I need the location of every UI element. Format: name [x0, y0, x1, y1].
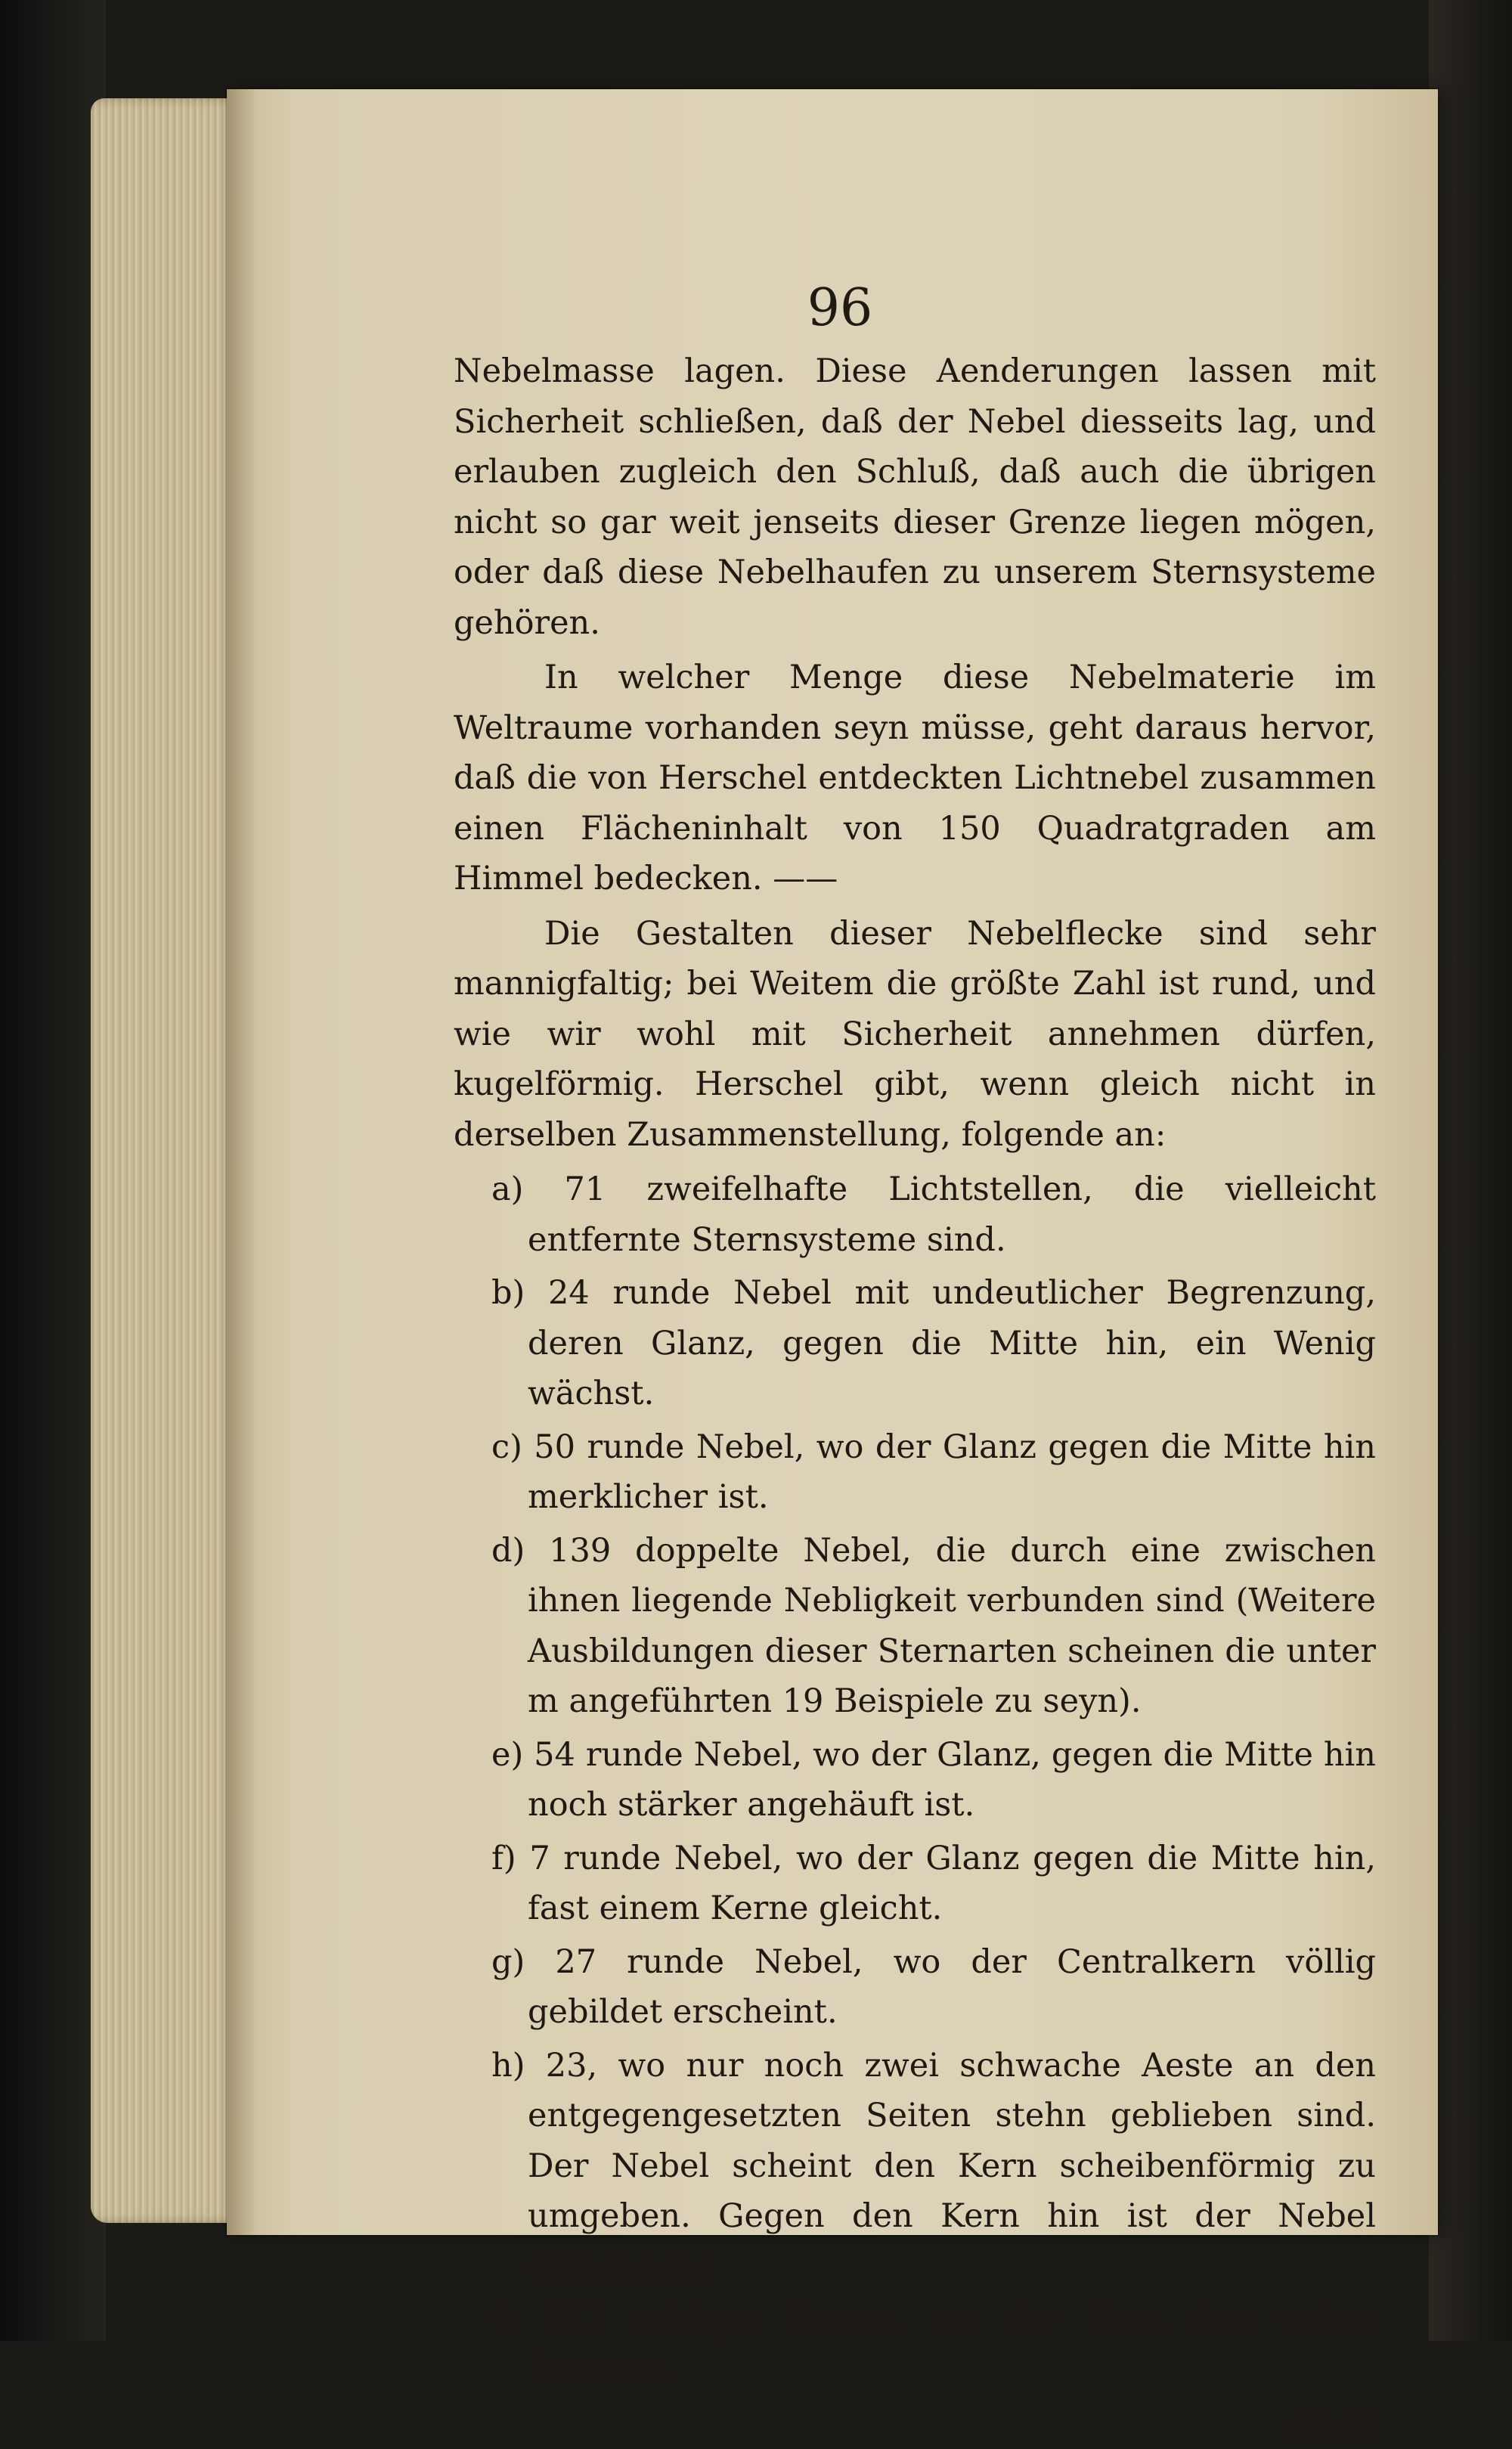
- list-item-i: i) 322 nebligte Sterne, wo der Kern den vollen Sternen-: [491, 2301, 1376, 2389]
- paragraph-continuation: Nebelmasse lagen. Diese Aenderungen lassen mit Sicherheit schließen, daß der Nebel diesseits lag, und erlauben zugleich den Schluß, daß auch die übrigen nicht so gar weit jenseits dieser Grenze liegen mögen, oder daß diese Nebelhaufen zu unserem Sternsysteme gehören.: [454, 352, 1376, 642]
- book-page-edges: [91, 98, 238, 2223]
- list-item-b: b) 24 runde Nebel mit undeutlicher Begrenzung, deren Glanz, gegen die Mitte hin, ein Wenig wächst.: [491, 1274, 1376, 1412]
- page-number: 96: [807, 278, 873, 338]
- list-item-d: d) 139 doppelte Nebel, die durch eine zwischen ihnen liegende Nebligkeit verbunden sind (Weitere Ausbildungen dieser Sternarten scheinen die unter m angeführten 19 Beispiele zu seyn).: [491, 1531, 1376, 1720]
- list-item-a: a) 71 zweifelhafte Lichtstellen, die vielleicht entfernte Sternsysteme sind.: [491, 1170, 1376, 1259]
- paragraph-nebula-shapes: Die Gestalten dieser Nebelflecke sind sehr mannigfaltig; bei Weitem die größte Zahl ist rund, und wie wir wohl mit Sicherheit annehmen dürfen, kugelförmig. Herschel gibt, wenn gleich nicht in derselben Zusammenstellung, folgende an:: [454, 914, 1376, 1154]
- page-text: [454, 346, 1376, 2449]
- paragraph-nebula-quantity: In welcher Menge diese Nebelmaterie im Weltraume vorhanden seyn müsse, geht daraus hervor, daß die von Herschel entdeckten Lichtnebel zusammen einen Flächeninhalt von 150 Quadratgraden am Himmel bedecken. ——: [454, 659, 1376, 897]
- list-item-e: e) 54 runde Nebel, wo der Glanz, gegen die Mitte hin noch stärker angehäuft ist.: [491, 1735, 1376, 1824]
- catchword: glanz: [1287, 2404, 1376, 2442]
- scan-background-left: [0, 0, 106, 2341]
- list-item-c: c) 50 runde Nebel, wo der Glanz gegen die Mitte hin merklicher ist.: [491, 1428, 1376, 1516]
- list-item-g: g) 27 runde Nebel, wo der Centralkern völlig gebildet erscheint.: [491, 1942, 1376, 2031]
- book-page: [227, 89, 1438, 2442]
- list-item-h: h) 23, wo nur noch zwei schwache Aeste an den entgegengesetzten Seiten stehn geblieben sind. Der Nebel scheint den Kern scheibenförmig zu umgeben. Gegen den Kern hin ist der Nebel glänzender.: [491, 2046, 1376, 2286]
- list-item-f: f) 7 runde Nebel, wo der Glanz gegen die Mitte hin, fast einem Kerne gleicht.: [491, 1839, 1376, 1927]
- scan-background-right: [1429, 0, 1512, 2341]
